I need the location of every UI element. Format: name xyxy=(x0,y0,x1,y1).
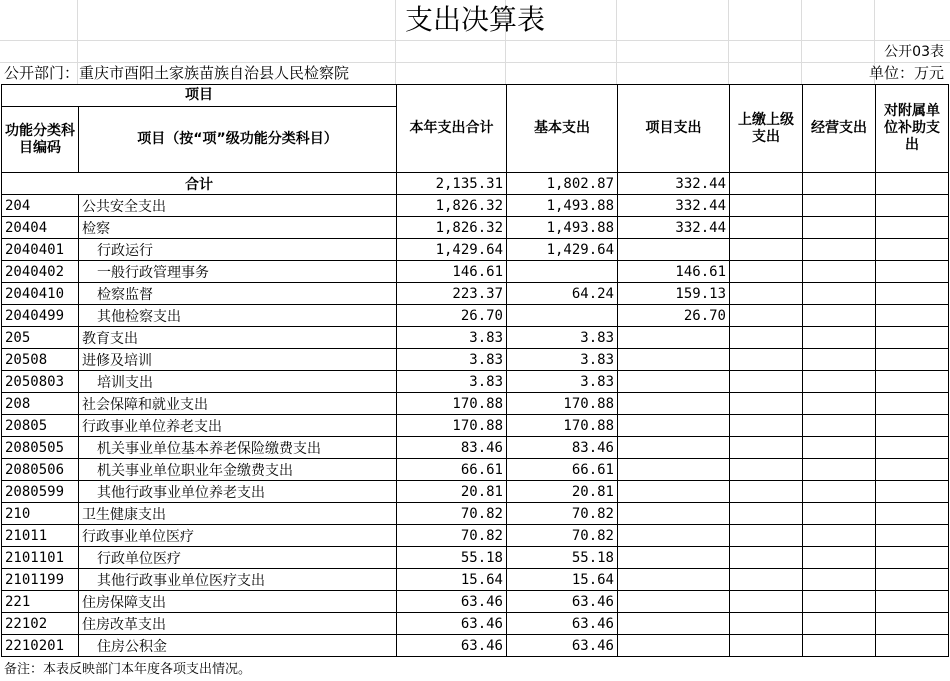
total-cell: 1,429.64 xyxy=(397,239,507,261)
name-cell: 机关事业单位基本养老保险缴费支出 xyxy=(79,437,397,459)
upper-cell xyxy=(730,305,803,327)
basic-cell: 1,429.64 xyxy=(507,239,618,261)
basic-cell: 170.88 xyxy=(507,393,618,415)
total-cell: 1,826.32 xyxy=(397,195,507,217)
subsidy-cell xyxy=(876,217,949,239)
project-cell xyxy=(618,613,730,635)
upper-cell xyxy=(730,569,803,591)
project-cell: 332.44 xyxy=(618,173,730,195)
header-project-expenditure: 项目支出 xyxy=(618,85,730,173)
code-cell: 20805 xyxy=(2,415,79,437)
subsidy-cell xyxy=(876,283,949,305)
business-cell xyxy=(803,261,876,283)
subsidy-cell xyxy=(876,195,949,217)
upper-cell xyxy=(730,547,803,569)
table-row xyxy=(2,349,949,371)
basic-cell xyxy=(507,261,618,283)
business-cell xyxy=(803,635,876,657)
business-cell xyxy=(803,525,876,547)
basic-cell: 66.61 xyxy=(507,459,618,481)
upper-cell xyxy=(730,415,803,437)
footnote: 备注：本表反映部门本年度各项支出情况。 xyxy=(4,662,252,677)
table-row xyxy=(2,305,949,327)
code-cell: 22102 xyxy=(2,613,79,635)
total-cell: 146.61 xyxy=(397,261,507,283)
basic-cell: 3.83 xyxy=(507,371,618,393)
business-cell xyxy=(803,327,876,349)
total-cell: 2,135.31 xyxy=(397,173,507,195)
upper-cell xyxy=(730,525,803,547)
code-cell: 2040499 xyxy=(2,305,79,327)
upper-cell xyxy=(730,459,803,481)
table-row xyxy=(2,525,949,547)
table-number: 公开03表 xyxy=(884,44,944,60)
subsidy-cell xyxy=(876,327,949,349)
basic-cell: 20.81 xyxy=(507,481,618,503)
table-row xyxy=(2,415,949,437)
code-cell: 2080599 xyxy=(2,481,79,503)
subsidy-cell xyxy=(876,503,949,525)
header-upper: 上缴上级支出 xyxy=(730,85,803,173)
name-cell: 公共安全支出 xyxy=(79,195,397,217)
code-cell: 2040401 xyxy=(2,239,79,261)
code-cell: 210 xyxy=(2,503,79,525)
business-cell xyxy=(803,217,876,239)
table-row xyxy=(2,547,949,569)
business-cell xyxy=(803,481,876,503)
table-row xyxy=(2,195,949,217)
total-cell: 63.46 xyxy=(397,591,507,613)
upper-cell xyxy=(730,261,803,283)
business-cell xyxy=(803,371,876,393)
basic-cell: 1,493.88 xyxy=(507,217,618,239)
total-cell: 55.18 xyxy=(397,547,507,569)
project-cell xyxy=(618,459,730,481)
basic-cell: 83.46 xyxy=(507,437,618,459)
project-cell: 146.61 xyxy=(618,261,730,283)
upper-cell xyxy=(730,349,803,371)
business-cell xyxy=(803,305,876,327)
code-cell: 2080506 xyxy=(2,459,79,481)
project-cell xyxy=(618,371,730,393)
header-subsidy: 对附属单位补助支出 xyxy=(876,85,949,173)
header-name: 项目（按“项”级功能分类科目） xyxy=(79,107,397,173)
upper-cell xyxy=(730,591,803,613)
header-business: 经营支出 xyxy=(803,85,876,173)
name-cell: 培训支出 xyxy=(79,371,397,393)
code-cell: 20508 xyxy=(2,349,79,371)
name-cell: 进修及培训 xyxy=(79,349,397,371)
business-cell xyxy=(803,547,876,569)
name-cell: 行政单位医疗 xyxy=(79,547,397,569)
gridline xyxy=(0,40,950,41)
upper-cell xyxy=(730,613,803,635)
project-cell: 26.70 xyxy=(618,305,730,327)
header-basic: 基本支出 xyxy=(507,85,618,173)
table-body xyxy=(2,173,949,657)
basic-cell: 63.46 xyxy=(507,613,618,635)
project-cell: 332.44 xyxy=(618,195,730,217)
total-cell: 66.61 xyxy=(397,459,507,481)
business-cell xyxy=(803,239,876,261)
project-cell: 159.13 xyxy=(618,283,730,305)
upper-cell xyxy=(730,437,803,459)
table-row xyxy=(2,613,949,635)
basic-cell: 3.83 xyxy=(507,349,618,371)
business-cell xyxy=(803,459,876,481)
project-cell xyxy=(618,569,730,591)
subsidy-cell xyxy=(876,569,949,591)
total-cell: 83.46 xyxy=(397,437,507,459)
subsidy-cell xyxy=(876,371,949,393)
project-cell xyxy=(618,393,730,415)
code-cell: 208 xyxy=(2,393,79,415)
total-label: 合计 xyxy=(2,173,397,195)
project-cell xyxy=(618,525,730,547)
table-row xyxy=(2,569,949,591)
table-row xyxy=(2,239,949,261)
code-cell: 221 xyxy=(2,591,79,613)
name-cell: 机关事业单位职业年金缴费支出 xyxy=(79,459,397,481)
project-cell xyxy=(618,635,730,657)
upper-cell xyxy=(730,393,803,415)
basic-cell: 170.88 xyxy=(507,415,618,437)
subsidy-cell xyxy=(876,415,949,437)
basic-cell: 63.46 xyxy=(507,635,618,657)
basic-cell: 15.64 xyxy=(507,569,618,591)
business-cell xyxy=(803,591,876,613)
header-project: 项目 xyxy=(2,85,397,107)
total-cell: 15.64 xyxy=(397,569,507,591)
business-cell xyxy=(803,393,876,415)
table-row xyxy=(2,437,949,459)
basic-cell xyxy=(507,305,618,327)
name-cell: 其他行政事业单位养老支出 xyxy=(79,481,397,503)
name-cell: 检察 xyxy=(79,217,397,239)
name-cell: 其他检察支出 xyxy=(79,305,397,327)
table-row xyxy=(2,591,949,613)
expenditure-table xyxy=(1,84,949,657)
project-cell xyxy=(618,481,730,503)
upper-cell xyxy=(730,217,803,239)
subsidy-cell xyxy=(876,437,949,459)
code-cell: 2050803 xyxy=(2,371,79,393)
code-cell: 21011 xyxy=(2,525,79,547)
subsidy-cell xyxy=(876,393,949,415)
total-cell: 63.46 xyxy=(397,613,507,635)
basic-cell: 1,802.87 xyxy=(507,173,618,195)
subsidy-cell xyxy=(876,547,949,569)
total-cell: 63.46 xyxy=(397,635,507,657)
business-cell xyxy=(803,613,876,635)
project-cell xyxy=(618,327,730,349)
subsidy-cell xyxy=(876,591,949,613)
upper-cell xyxy=(730,371,803,393)
code-cell: 20404 xyxy=(2,217,79,239)
total-cell: 20.81 xyxy=(397,481,507,503)
project-cell xyxy=(618,591,730,613)
project-cell: 332.44 xyxy=(618,217,730,239)
name-cell: 行政事业单位医疗 xyxy=(79,525,397,547)
upper-cell xyxy=(730,635,803,657)
basic-cell: 70.82 xyxy=(507,525,618,547)
unit-label: 单位：万元 xyxy=(868,64,944,82)
code-cell: 2101101 xyxy=(2,547,79,569)
project-cell xyxy=(618,547,730,569)
table-row xyxy=(2,217,949,239)
basic-cell: 70.82 xyxy=(507,503,618,525)
business-cell xyxy=(803,415,876,437)
business-cell xyxy=(803,569,876,591)
project-cell xyxy=(618,503,730,525)
total-cell: 1,826.32 xyxy=(397,217,507,239)
basic-cell: 3.83 xyxy=(507,327,618,349)
code-cell: 205 xyxy=(2,327,79,349)
header-total: 本年支出合计 xyxy=(397,85,507,173)
subsidy-cell xyxy=(876,613,949,635)
code-cell: 204 xyxy=(2,195,79,217)
name-cell: 社会保障和就业支出 xyxy=(79,393,397,415)
code-cell: 2040402 xyxy=(2,261,79,283)
subsidy-cell xyxy=(876,525,949,547)
project-cell xyxy=(618,239,730,261)
table-row xyxy=(2,371,949,393)
name-cell: 行政事业单位养老支出 xyxy=(79,415,397,437)
project-cell xyxy=(618,415,730,437)
upper-cell xyxy=(730,327,803,349)
total-cell: 223.37 xyxy=(397,283,507,305)
table-row xyxy=(2,459,949,481)
code-cell: 2040410 xyxy=(2,283,79,305)
name-cell: 一般行政管理事务 xyxy=(79,261,397,283)
subsidy-cell xyxy=(876,635,949,657)
table-row xyxy=(2,261,949,283)
total-cell: 170.88 xyxy=(397,393,507,415)
subsidy-cell xyxy=(876,459,949,481)
total-cell: 170.88 xyxy=(397,415,507,437)
project-cell xyxy=(618,437,730,459)
total-row xyxy=(2,173,949,195)
upper-cell xyxy=(730,481,803,503)
subsidy-cell xyxy=(876,261,949,283)
basic-cell: 63.46 xyxy=(507,591,618,613)
code-cell: 2101199 xyxy=(2,569,79,591)
upper-cell xyxy=(730,195,803,217)
business-cell xyxy=(803,349,876,371)
total-cell: 70.82 xyxy=(397,503,507,525)
name-cell: 其他行政事业单位医疗支出 xyxy=(79,569,397,591)
name-cell: 教育支出 xyxy=(79,327,397,349)
total-cell: 70.82 xyxy=(397,525,507,547)
business-cell xyxy=(803,437,876,459)
name-cell: 检察监督 xyxy=(79,283,397,305)
name-cell: 住房公积金 xyxy=(79,635,397,657)
business-cell xyxy=(803,195,876,217)
upper-cell xyxy=(730,283,803,305)
table-row xyxy=(2,327,949,349)
name-cell: 住房保障支出 xyxy=(79,591,397,613)
subsidy-cell xyxy=(876,481,949,503)
name-cell: 住房改革支出 xyxy=(79,613,397,635)
basic-cell: 55.18 xyxy=(507,547,618,569)
business-cell xyxy=(803,283,876,305)
upper-cell xyxy=(730,239,803,261)
table-row xyxy=(2,481,949,503)
business-cell xyxy=(803,173,876,195)
page-title: 支出决算表 xyxy=(404,3,545,36)
code-cell: 2210201 xyxy=(2,635,79,657)
total-cell: 3.83 xyxy=(397,327,507,349)
table-row xyxy=(2,283,949,305)
header-code: 功能分类科目编码 xyxy=(2,107,79,173)
basic-cell: 1,493.88 xyxy=(507,195,618,217)
subsidy-cell xyxy=(876,173,949,195)
basic-cell: 64.24 xyxy=(507,283,618,305)
total-cell: 3.83 xyxy=(397,371,507,393)
name-cell: 行政运行 xyxy=(79,239,397,261)
upper-cell xyxy=(730,503,803,525)
table-row xyxy=(2,503,949,525)
subsidy-cell xyxy=(876,239,949,261)
code-cell: 2080505 xyxy=(2,437,79,459)
subsidy-cell xyxy=(876,305,949,327)
name-cell: 卫生健康支出 xyxy=(79,503,397,525)
project-cell xyxy=(618,349,730,371)
subsidy-cell xyxy=(876,349,949,371)
table-row xyxy=(2,635,949,657)
table-row xyxy=(2,393,949,415)
total-cell: 26.70 xyxy=(397,305,507,327)
upper-cell xyxy=(730,173,803,195)
total-cell: 3.83 xyxy=(397,349,507,371)
business-cell xyxy=(803,503,876,525)
department-label: 公开部门：重庆市酉阳土家族苗族自治县人民检察院 xyxy=(4,64,350,82)
